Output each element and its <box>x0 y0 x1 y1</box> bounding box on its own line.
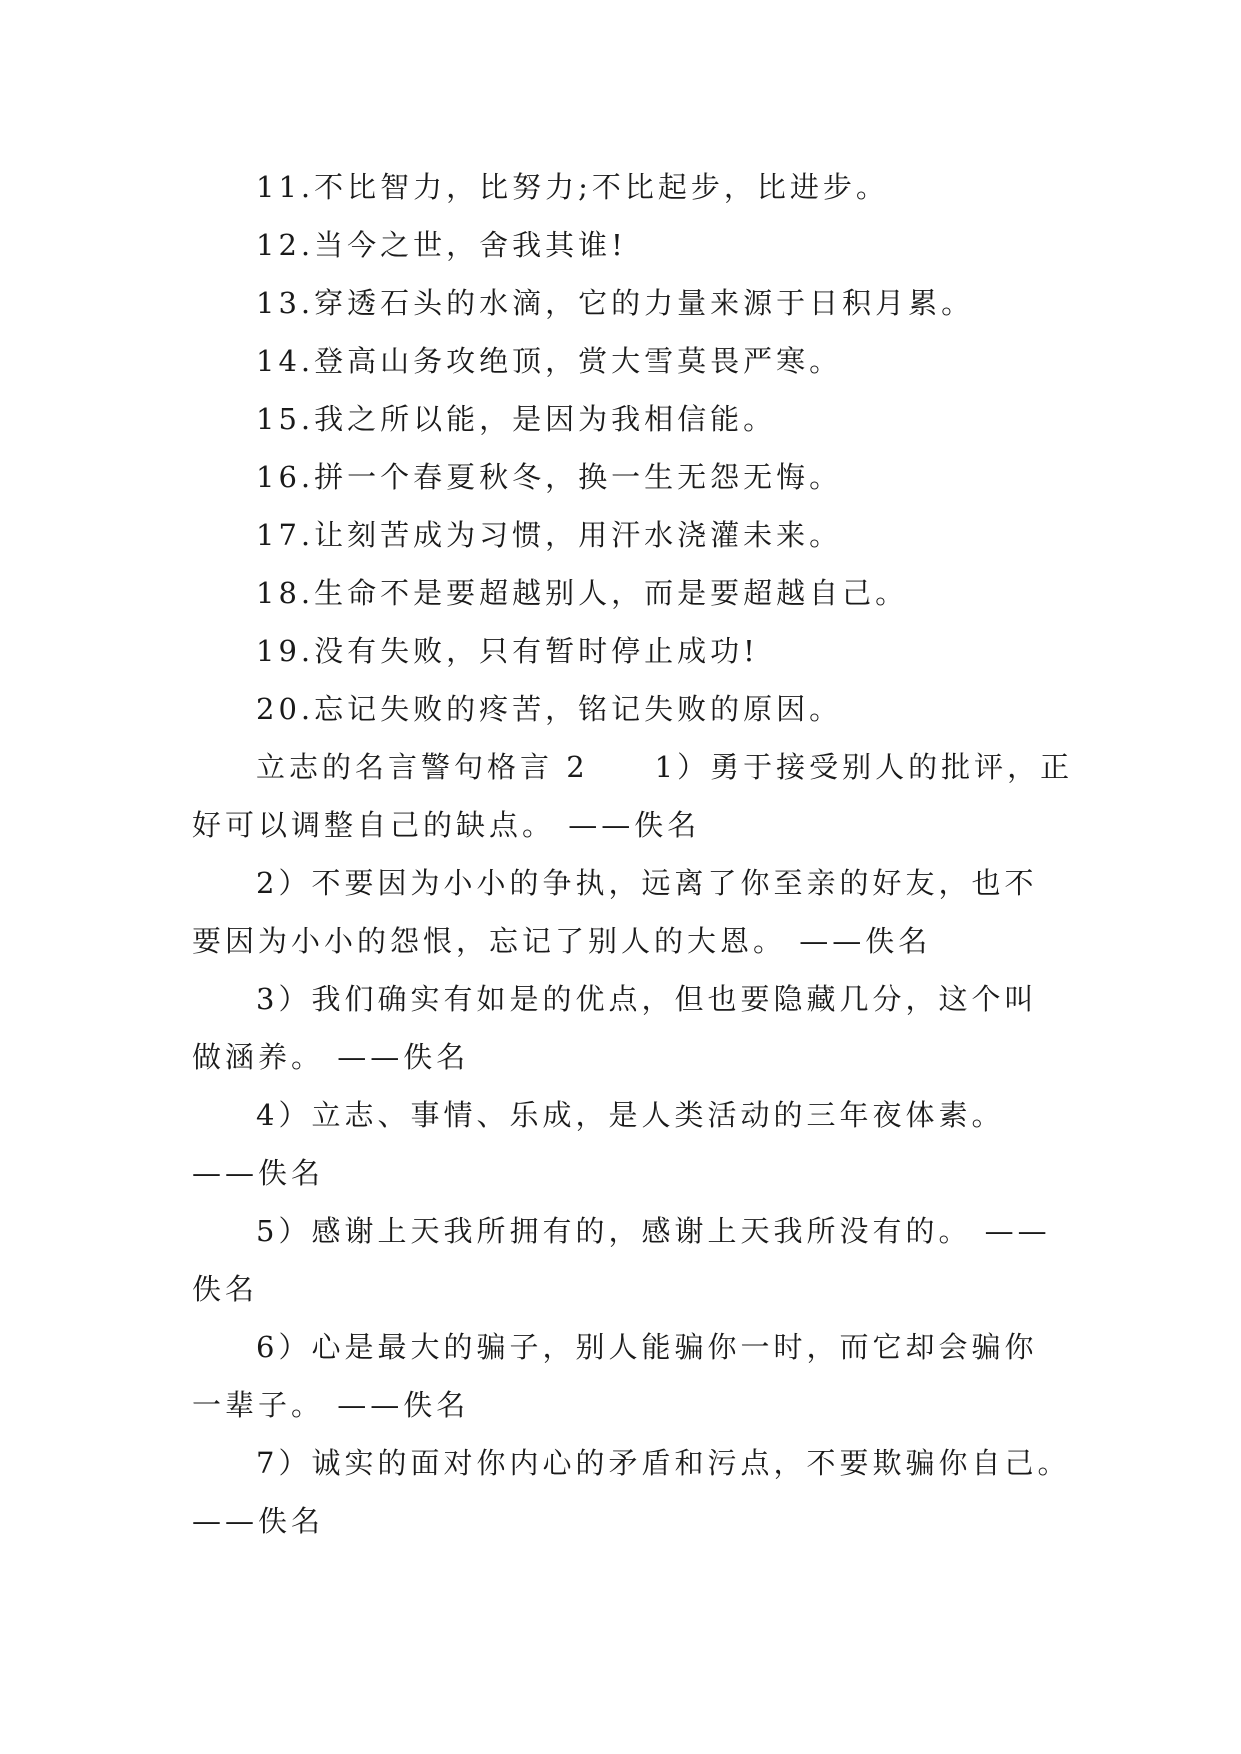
list-item: 12.当今之世，舍我其谁! <box>256 228 627 262</box>
quote-continuation: ——佚名 <box>192 1504 325 1538</box>
list-item: 16.拼一个春夏秋冬，换一生无怨无悔。 <box>256 460 843 494</box>
section-heading-line: 立志的名言警句格言 2 1）勇于接受别人的批评，正 <box>256 750 1074 784</box>
quote-paragraph <box>192 854 1052 970</box>
list-item: 20.忘记失败的疼苦，铭记失败的原因。 <box>256 692 843 726</box>
list-item: 17.让刻苦成为习惯，用汗水浇灌未来。 <box>256 518 843 552</box>
quote-line: 3）我们确实有如是的优点，但也要隐藏几分，这个叫 <box>256 982 1038 1016</box>
quote-continuation: 做涵养。 ——佚名 <box>192 1040 470 1074</box>
quote-continuation: 佚名 <box>192 1272 259 1306</box>
list-item: 19.没有失败，只有暂时停止成功! <box>256 634 759 668</box>
quote-line: 4）立志、事情、乐成，是人类活动的三年夜体素。 <box>256 1098 1005 1132</box>
list-item: 13.穿透石头的水滴，它的力量来源于日积月累。 <box>256 286 975 320</box>
quote-paragraph <box>192 1434 1071 1550</box>
list-item: 11.不比智力，比努力;不比起步，比进步。 <box>256 170 889 204</box>
quote-line: 5）感谢上天我所拥有的，感谢上天我所没有的。 —— <box>256 1214 1051 1248</box>
quote-line: 6）心是最大的骗子，别人能骗你一时，而它却会骗你 <box>256 1330 1038 1364</box>
document-body <box>192 158 1074 1550</box>
quote-paragraph <box>192 1202 1052 1318</box>
section-heading-paragraph <box>192 738 1074 854</box>
quote-line: 7）诚实的面对你内心的矛盾和污点，不要欺骗你自己。 <box>256 1446 1071 1480</box>
list-item: 15.我之所以能，是因为我相信能。 <box>256 402 777 436</box>
list-item: 18.生命不是要超越别人，而是要超越自己。 <box>256 576 909 610</box>
quote-line: 2）不要因为小小的争执，远离了你至亲的好友，也不 <box>256 866 1038 900</box>
quote-paragraph <box>192 1318 1052 1434</box>
quote-continuation: 要因为小小的怨恨，忘记了别人的大恩。 ——佚名 <box>192 924 932 958</box>
section-heading-continuation: 好可以调整自己的缺点。 ——佚名 <box>192 808 701 842</box>
list-item: 14.登高山务攻绝顶，赏大雪莫畏严寒。 <box>256 344 843 378</box>
quote-continuation: ——佚名 <box>192 1156 325 1190</box>
quote-paragraph <box>192 1086 1052 1202</box>
quote-continuation: 一辈子。 ——佚名 <box>192 1388 470 1422</box>
quote-paragraph <box>192 970 1052 1086</box>
